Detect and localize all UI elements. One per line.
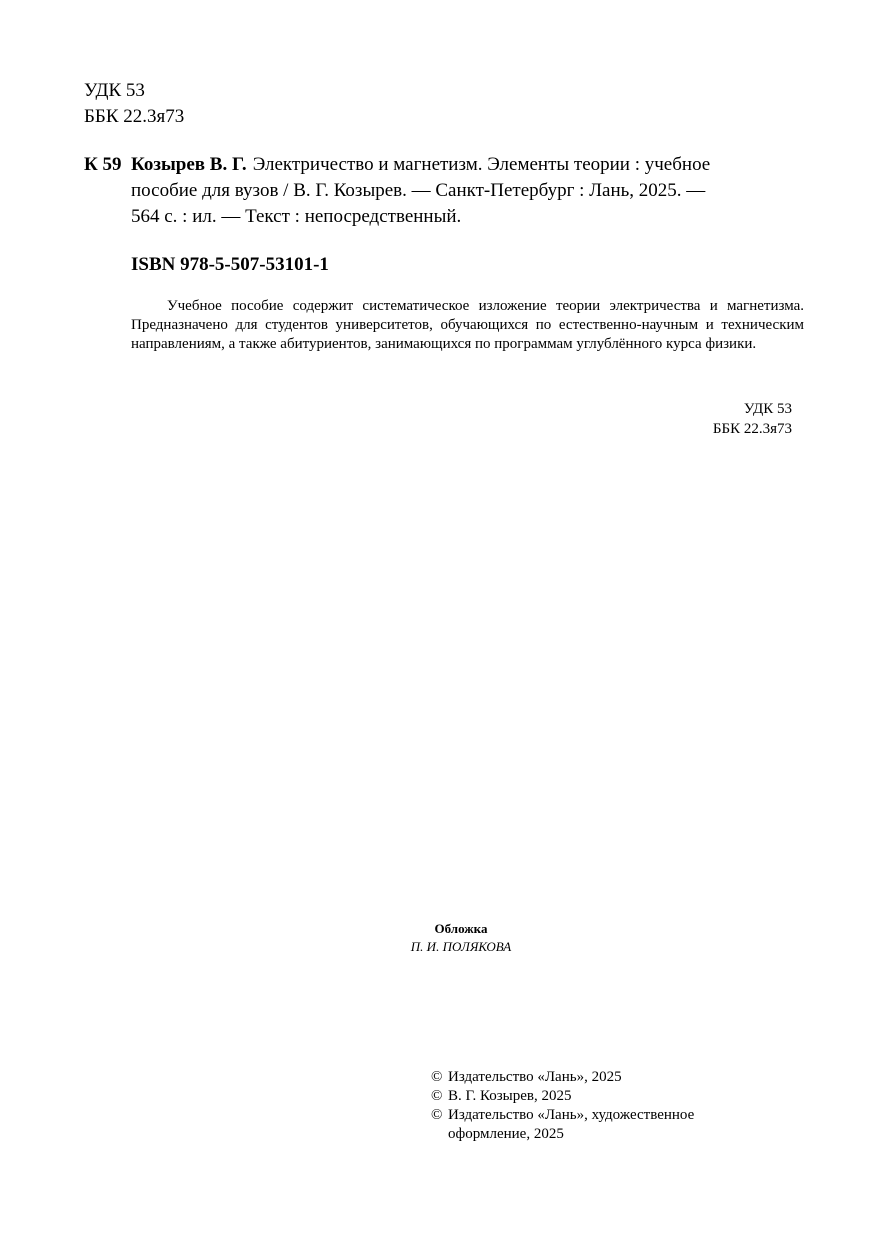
annotation: Учебное пособие содержит систематическое изложение теории электричества и магнетизма. Предназначено для студентов университетов, обучающихся по естественно-научным и техническим направлениям, а также абитуриентов, занимающихся по программам углублённого курса физики. — [131, 298, 804, 352]
right-classification-codes — [640, 399, 792, 439]
copyright-text: В. Г. Козырев, 2025 — [448, 1088, 572, 1104]
copyright-symbol: © — [431, 1107, 443, 1123]
top-classification-codes — [84, 78, 184, 130]
copyright-item — [431, 1068, 751, 1087]
cover-credit — [0, 920, 876, 956]
isbn: ISBN 978-5-507-53101-1 — [131, 254, 329, 275]
cover-label: Обложка — [434, 921, 488, 936]
udk-code-right: УДК 53 — [743, 401, 792, 417]
catalog-entry — [131, 152, 796, 230]
copyright-item — [431, 1087, 751, 1106]
cover-designer: П. И. ПОЛЯКОВА — [410, 939, 512, 954]
copyright-block — [431, 1068, 751, 1144]
bbk-code: ББК 22.3я73 — [84, 106, 185, 127]
catalog-line-3: 564 с. : ил. — Текст : непосредственный. — [131, 206, 462, 227]
catalog-author: Козырев В. Г. — [131, 154, 247, 175]
bbk-code-right: ББК 22.3я73 — [712, 421, 792, 437]
copyright-text: Издательство «Лань», художественное оформление, 2025 — [448, 1107, 695, 1142]
author-mark: К 59 — [84, 154, 122, 175]
udk-code: УДК 53 — [84, 80, 145, 101]
copyright-item — [431, 1106, 751, 1144]
catalog-line-1 — [131, 152, 796, 178]
catalog-title: Электричество и магнетизм. Элементы теории : учебное — [252, 154, 711, 175]
copyright-text: Издательство «Лань», 2025 — [448, 1069, 622, 1085]
copyright-symbol: © — [431, 1069, 443, 1085]
catalog-line-2: пособие для вузов / В. Г. Козырев. — Санкт-Петербург : Лань, 2025. — — [131, 180, 706, 201]
copyright-symbol: © — [431, 1088, 443, 1104]
